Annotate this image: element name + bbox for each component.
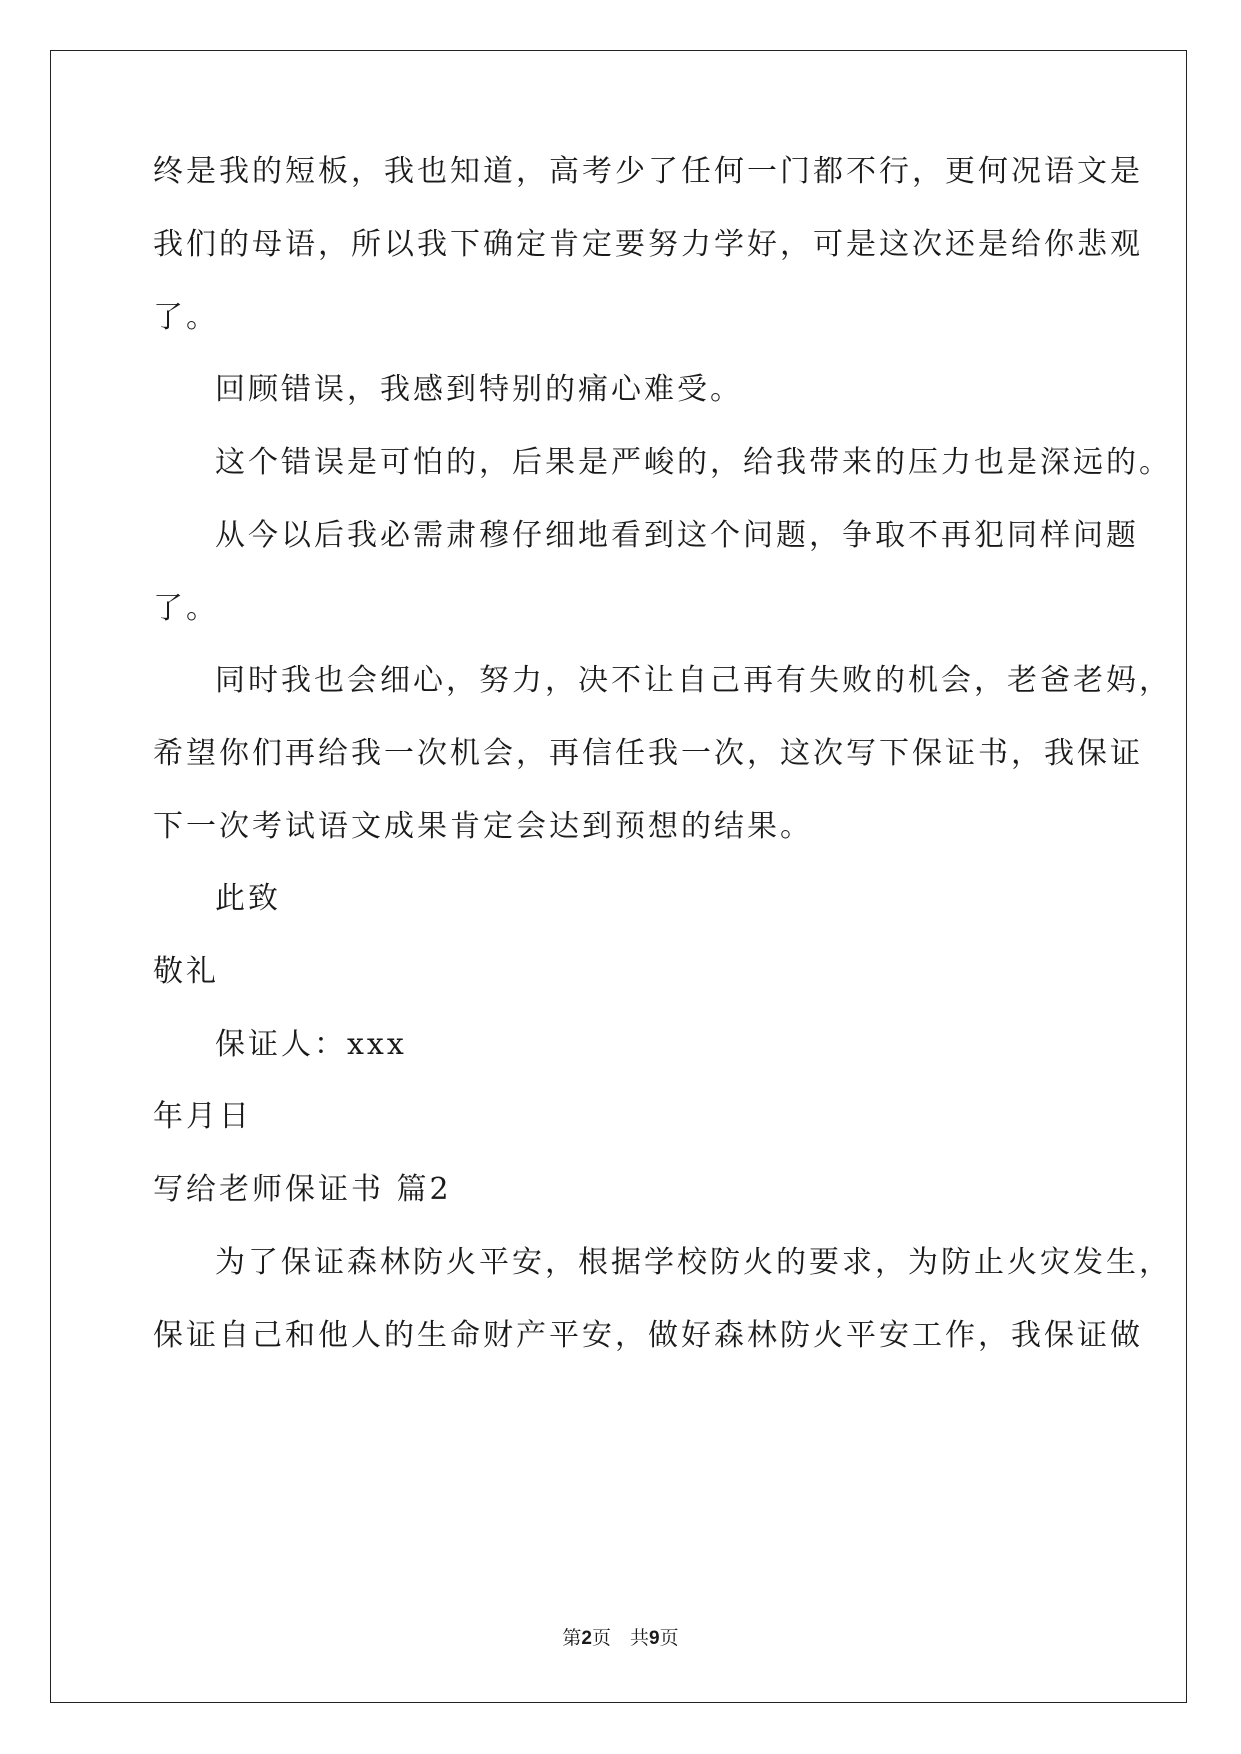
text-line: 下一次考试语文成果肯定会达到预想的结果。 [153, 809, 813, 844]
page-footer [0, 1626, 1241, 1651]
footer-prefix: 第 [562, 1627, 582, 1649]
footer-mid: 页 共 [591, 1627, 649, 1649]
text-line: 了。 [153, 300, 219, 335]
text-line: 回顾错误，我感到特别的痛心难受。 [215, 372, 743, 407]
date-line: 年月日 [153, 1099, 252, 1134]
footer-suffix: 页 [659, 1627, 679, 1649]
text-line: 我们的母语，所以我下确定肯定要努力学好，可是这次还是给你悲观 [153, 227, 1143, 262]
text-line: 为了保证森林防火平安，根据学校防火的要求，为防止火灾发生， [215, 1245, 1172, 1280]
text-line: 保证自己和他人的生命财产平安，做好森林防火平安工作，我保证做 [153, 1318, 1143, 1353]
text-line: 终是我的短板，我也知道，高考少了任何一门都不行，更何况语文是 [153, 154, 1143, 189]
text-line: 同时我也会细心，努力，决不让自己再有失败的机会，老爸老妈， [215, 663, 1172, 698]
text-line: 这个错误是可怕的，后果是严峻的，给我带来的压力也是深远的。 [215, 445, 1172, 480]
text-line: 了。 [153, 591, 219, 626]
closing-salutation: 此致 [215, 881, 281, 916]
page-frame [50, 50, 1187, 1703]
text-line: 从今以后我必需肃穆仔细地看到这个问题，争取不再犯同样问题 [215, 518, 1139, 553]
section-heading: 写给老师保证书 篇2 [153, 1172, 452, 1207]
current-page-number: 2 [581, 1628, 592, 1649]
total-page-count: 9 [649, 1628, 660, 1649]
closing-regards: 敬礼 [153, 954, 219, 989]
text-line: 希望你们再给我一次机会，再信任我一次，这次写下保证书，我保证 [153, 736, 1143, 771]
signatory-line: 保证人：xxx [215, 1027, 407, 1062]
